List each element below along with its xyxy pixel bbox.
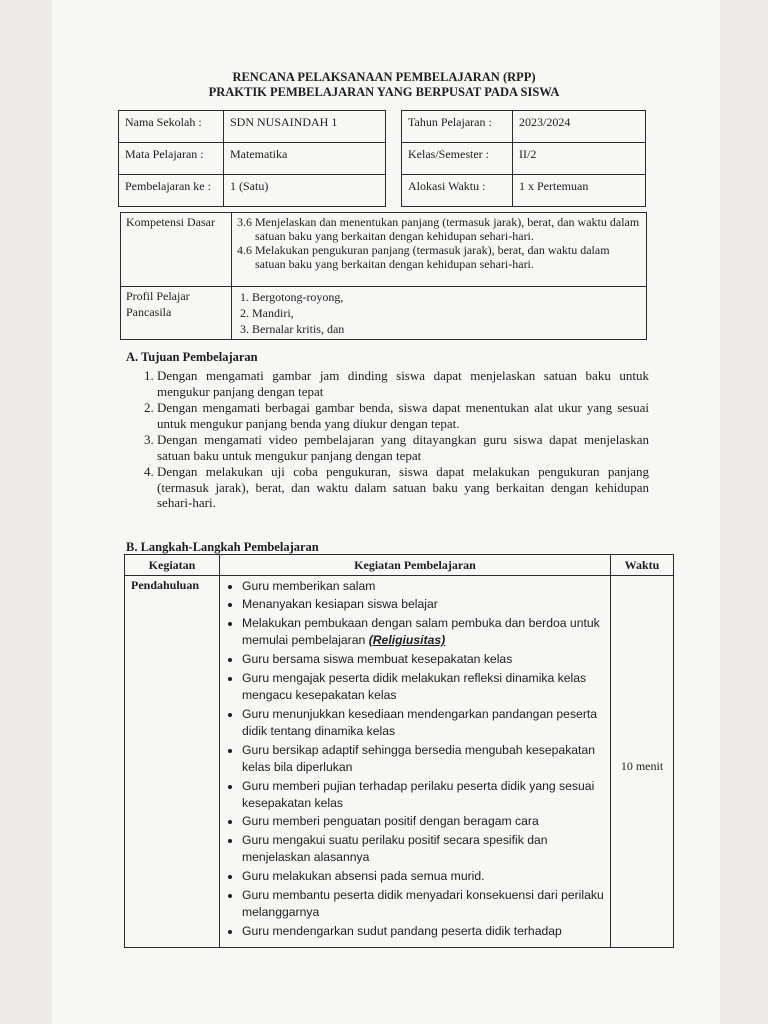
info-value: 1 x Pertemuan — [513, 175, 646, 207]
header-kegiatan-pembelajaran: Kegiatan Pembelajaran — [220, 555, 611, 576]
activity-item: • Guru memberi penguatan positif dengan beragam cara — [242, 813, 604, 830]
competency-item: 4.6 Melakukan pengukuran panjang (termasuk jarak), berat, dan waktu dalam satuan baku yang berkaitan dengan kehidupan sehari-hari. — [237, 243, 610, 271]
phase-label: Pendahuluan — [131, 577, 200, 592]
header-kegiatan: Kegiatan — [125, 555, 220, 576]
info-value: Matematika — [224, 143, 386, 175]
info-label: Mata Pelajaran : — [119, 143, 224, 175]
info-label: Nama Sekolah : — [119, 111, 224, 143]
activity-item: • Guru bersikap adaptif sehingga bersedia mengubah kesepakatan kelas bila diperlukan — [242, 742, 604, 777]
activity-item: • Guru mengajak peserta didik melakukan refleksi dinamika kelas mengacu kesepakatan kelas — [242, 670, 604, 705]
competency-item: 3.6 Menjelaskan dan menentukan panjang (termasuk jarak), berat, dan waktu dalam satuan baku yang berkaitan dengan kehidupan sehari-hari. — [237, 215, 640, 243]
activity-list — [226, 578, 604, 941]
profile-item: 2. Mandiri, — [240, 306, 294, 320]
activity-text: Melakukan pembukaan dengan salam pembuka dan berdoa untuk memulai pembelajaran — [242, 615, 600, 648]
activity-item: • Guru mengakui suatu perilaku positif secara spesifik dan menjelaskan alasannya — [242, 832, 604, 867]
phase-time: 10 menit — [611, 586, 674, 948]
profile-item: 1. Bergotong-royong, — [240, 290, 344, 304]
document-title: RENCANA PELAKSANAAN PEMBELAJARAN (RPP) — [232, 70, 536, 84]
profile-label-line2: Pancasila — [126, 305, 172, 319]
activity-item: • Guru memberikan salam — [242, 578, 604, 595]
competency-table — [120, 212, 647, 340]
competency-label: Kompetensi Dasar — [121, 213, 232, 287]
info-label: Kelas/Semester : — [402, 143, 513, 175]
activity-item — [242, 615, 604, 650]
activity-item: • Guru menunjukkan kesediaan mendengarkan pandangan peserta didik tentang dinamika kelas — [242, 706, 604, 741]
profile-item: 3. Bernalar kritis, dan — [240, 322, 345, 336]
goal-item: 4. Dengan melakukan uji coba pengukuran, siswa dapat melakukan pengukuran panjang (termasuk jarak), berat, dan waktu dalam satuan baku yang berkaitan dengan kehidupan sehari-hari. — [157, 464, 649, 511]
info-label: Alokasi Waktu : — [402, 175, 513, 207]
info-value: II/2 — [513, 143, 646, 175]
info-value: 2023/2024 — [513, 111, 646, 143]
learning-steps-table — [124, 554, 674, 948]
activity-item: • Guru memberi pujian terhadap perilaku peserta didik yang sesuai kesepakatan kelas — [242, 778, 604, 813]
learning-goals-list — [139, 368, 649, 512]
activity-item: • Guru membantu peserta didik menyadari konsekuensi dari perilaku melanggarnya — [242, 887, 604, 922]
activity-item: • Menanyakan kesiapan siswa belajar — [242, 596, 604, 613]
header-waktu: Waktu — [611, 555, 674, 576]
period-info-table — [401, 110, 646, 207]
goal-item: 2. Dengan mengamati berbagai gambar benda, siswa dapat menentukan alat ukur yang sesuai untuk mengukur panjang benda yang diukur dengan tepat. — [157, 400, 649, 431]
activity-item: • Guru mendengarkan sudut pandang peserta didik terhadap — [242, 923, 604, 940]
religiusitas-tag: (Religiusitas) — [368, 633, 446, 648]
document-subtitle: PRAKTIK PEMBELAJARAN YANG BERPUSAT PADA SISWA — [208, 85, 560, 99]
info-value: SDN NUSAINDAH 1 — [224, 111, 386, 143]
activity-item: • Guru bersama siswa membuat kesepakatan kelas — [242, 651, 604, 668]
goal-item: 1. Dengan mengamati gambar jam dinding siswa dapat menjelaskan satuan baku untuk mengukur panjang dengan tepat — [157, 368, 649, 399]
info-value: 1 (Satu) — [224, 175, 386, 207]
school-info-table — [118, 110, 386, 207]
info-label: Pembelajaran ke : — [119, 175, 224, 207]
profile-label-line1: Profil Pelajar — [126, 289, 190, 303]
info-label: Tahun Pelajaran : — [402, 111, 513, 143]
section-a-heading: A. Tujuan Pembelajaran — [126, 350, 258, 364]
activity-item: • Guru melakukan absensi pada semua murid. — [242, 868, 604, 885]
goal-item: 3. Dengan mengamati video pembelajaran yang ditayangkan guru siswa dapat menjelaskan satuan baku untuk mengukur panjang dengan tepat — [157, 432, 649, 463]
section-b-heading: B. Langkah-Langkah Pembelajaran — [126, 540, 319, 554]
